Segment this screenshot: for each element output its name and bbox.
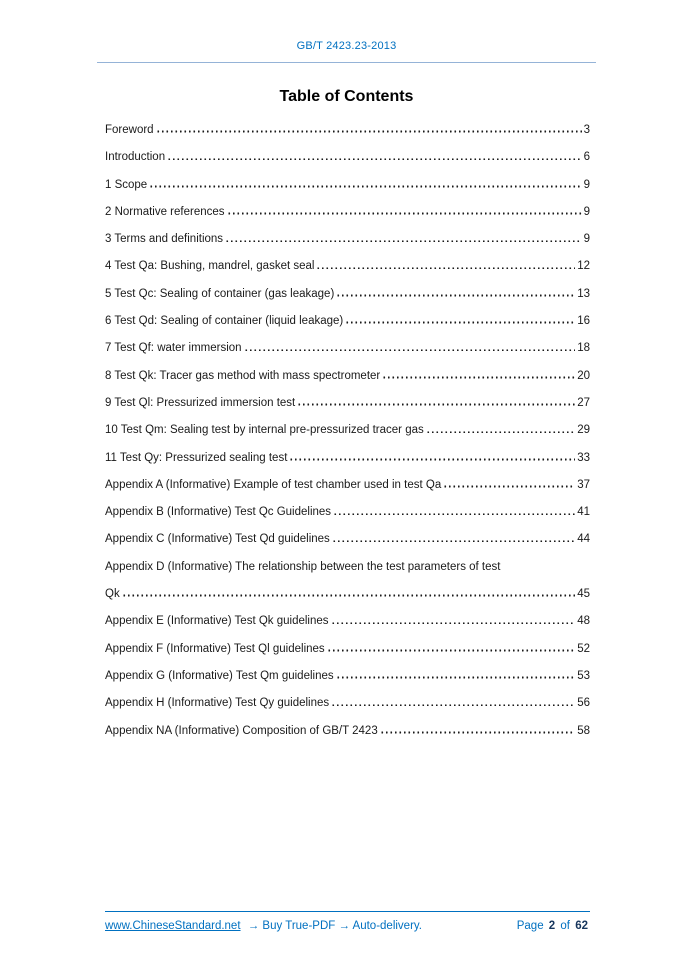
toc-entry-page: 16 <box>577 315 590 328</box>
toc-entry <box>105 636 590 663</box>
toc-entry-label: Qk <box>105 588 120 601</box>
toc-leader-dots <box>444 485 575 488</box>
toc-leader-dots <box>332 622 576 625</box>
toc-entry <box>105 718 590 745</box>
toc-entry-label: 4 Test Qa: Bushing, mandrel, gasket seal <box>105 260 315 273</box>
toc-entry-page: 6 <box>583 151 590 164</box>
toc-entry-label: Appendix G (Informative) Test Qm guidelines <box>105 669 334 682</box>
toc-entry <box>105 526 590 553</box>
toc-entry <box>105 226 590 253</box>
toc-entry-page: 52 <box>577 642 590 655</box>
toc-entry-label: Appendix F (Informative) Test Ql guidelines <box>105 642 325 655</box>
toc-leader-dots <box>346 321 575 324</box>
toc-entry <box>105 308 590 335</box>
toc-leader-dots <box>317 267 575 270</box>
toc-entry-label: Appendix D (Informative) The relationship between the test parameters of test <box>105 560 501 573</box>
toc-entry <box>105 199 590 226</box>
toc-entry-label: 2 Normative references <box>105 205 225 218</box>
toc-entry-page: 9 <box>583 233 590 246</box>
page-label: Page <box>516 920 544 932</box>
toc-leader-dots <box>337 676 576 679</box>
toc-entry-label: 3 Terms and definitions <box>105 233 224 246</box>
toc-entry-page: 37 <box>577 478 590 491</box>
page-header <box>97 40 596 63</box>
toc-leader-dots <box>168 158 581 161</box>
toc-leader-dots <box>328 649 576 652</box>
toc-entry-page: 9 <box>583 205 590 218</box>
toc-leader-dots <box>383 376 575 379</box>
toc-entry-page: 41 <box>577 506 590 519</box>
toc-entry <box>105 390 590 417</box>
toc-leader-dots <box>427 431 575 434</box>
toc-entry <box>105 581 590 608</box>
page-indicator <box>517 920 590 932</box>
toc-entry <box>105 663 590 690</box>
toc-entry <box>105 608 590 635</box>
toc-leader-dots <box>228 212 582 215</box>
toc-entry <box>105 554 590 581</box>
toc-entry-label: Appendix E (Informative) Test Qk guidelines <box>105 615 329 628</box>
toc-entry-label: 11 Test Qy: Pressurized sealing test <box>105 451 288 464</box>
toc-leader-dots <box>334 513 575 516</box>
toc-entry-page: 9 <box>583 178 590 191</box>
toc-entry-page: 53 <box>577 669 590 682</box>
toc-entry <box>105 172 590 199</box>
website-link[interactable]: www.ChineseStandard.net <box>105 920 241 932</box>
page-total: 62 <box>575 920 588 932</box>
toc-leader-dots <box>123 594 576 597</box>
footer-left <box>105 920 422 932</box>
toc-list <box>105 117 590 745</box>
toc-entry-page: 56 <box>577 697 590 710</box>
toc-entry-label: 5 Test Qc: Sealing of container (gas leakage) <box>105 287 335 300</box>
toc-leader-dots <box>226 240 582 243</box>
toc-entry-label: Appendix H (Informative) Test Qy guidelines <box>105 697 330 710</box>
toc-entry-label: 9 Test Ql: Pressurized immersion test <box>105 396 296 409</box>
toc-leader-dots <box>337 294 575 297</box>
toc-leader-dots <box>157 130 582 133</box>
toc-entry-label: Appendix B (Informative) Test Qc Guidelines <box>105 506 332 519</box>
toc-entry-page: 44 <box>577 533 590 546</box>
toc-entry-label: 10 Test Qm: Sealing test by internal pre-pressurized tracer gas <box>105 424 424 437</box>
footer-divider <box>105 911 590 912</box>
toc-entry <box>105 117 590 144</box>
toc-entry <box>105 335 590 362</box>
toc-entry-page: 45 <box>577 588 590 601</box>
toc-entry <box>105 499 590 526</box>
page-title: Table of Contents <box>279 88 414 105</box>
toc-entry-label: Appendix A (Informative) Example of test chamber used in test Qa <box>105 478 442 491</box>
toc-entry <box>105 445 590 472</box>
footer-tagline: → Buy True-PDF → Auto-delivery. <box>247 920 422 932</box>
toc-entry <box>105 472 590 499</box>
header-divider <box>97 62 596 63</box>
toc-entry-label: Appendix NA (Informative) Composition of GB/T 2423 <box>105 724 378 737</box>
toc-entry-page: 33 <box>577 451 590 464</box>
toc-entry-page: 27 <box>577 396 590 409</box>
toc-entry-page: 12 <box>577 260 590 273</box>
page-current: 2 <box>548 920 556 932</box>
toc-entry-page: 3 <box>583 124 590 136</box>
toc-entry <box>105 253 590 280</box>
toc-entry-page: 48 <box>577 615 590 628</box>
toc-entry <box>105 417 590 444</box>
toc-entry-label: 6 Test Qd: Sealing of container (liquid leakage) <box>105 315 344 328</box>
toc-leader-dots <box>150 185 581 188</box>
toc-leader-dots <box>332 704 575 707</box>
toc-entry-label: Introduction <box>105 151 166 164</box>
toc-entry-label: 7 Test Qf: water immersion <box>105 342 242 355</box>
toc-entry-page: 20 <box>577 369 590 382</box>
page-footer <box>105 911 590 932</box>
toc-entry-label: Foreword <box>105 124 154 136</box>
toc-leader-dots <box>298 403 575 406</box>
toc-entry-label: Appendix C (Informative) Test Qd guidelines <box>105 533 330 546</box>
toc-leader-dots <box>290 458 575 461</box>
document-number: GB/T 2423.23-2013 <box>296 40 397 52</box>
toc-entry-page: 29 <box>577 424 590 437</box>
toc-entry <box>105 690 590 717</box>
toc-entry-page: 18 <box>577 342 590 355</box>
toc-entry-page: 58 <box>577 724 590 737</box>
toc-entry <box>105 144 590 171</box>
of-label: of <box>560 920 570 932</box>
toc-entry <box>105 363 590 390</box>
toc-leader-dots <box>245 349 576 352</box>
toc-leader-dots <box>333 540 575 543</box>
toc-leader-dots <box>381 731 575 734</box>
toc-entry-page: 13 <box>577 287 590 300</box>
toc-entry-label: 1 Scope <box>105 178 148 191</box>
toc-entry <box>105 281 590 308</box>
toc-entry-label: 8 Test Qk: Tracer gas method with mass spectrometer <box>105 369 381 382</box>
